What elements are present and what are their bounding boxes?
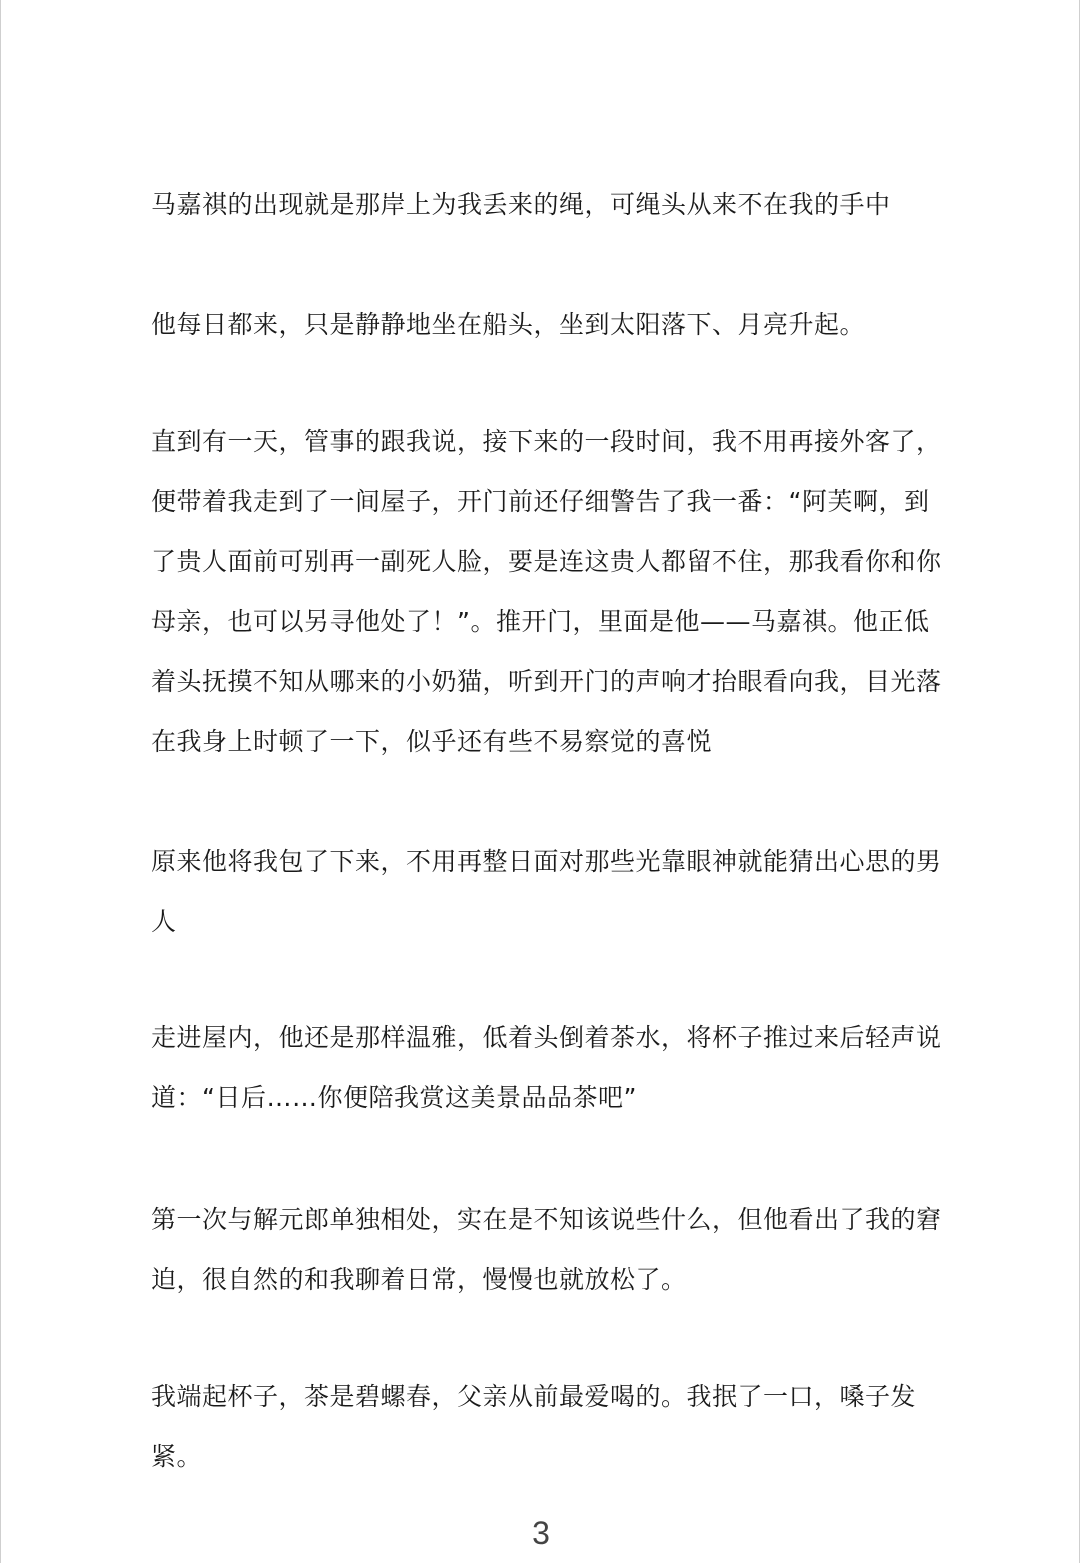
paragraph-3: 直到有一天，管事的跟我说，接下来的一段时间，我不用再接外客了，便带着我走到了一间屋子，开门前还仔细警告了我一番：“阿芙啊，到了贵人面前可别再一副死人脸，要是连这贵人都留不住，那我看你和你母亲，也可以另寻他处了！”。推开门，里面是他——马嘉祺。他正低着头抚摸不知从哪来的小奶猫，听到开门的声响才抬眼看向我，目光落在我身上时顿了一下，似乎还有些不易察觉的喜悦 xyxy=(151,427,942,756)
page-number: 3 xyxy=(532,1515,550,1551)
paragraph-1: 马嘉祺的出现就是那岸上为我丢来的绳，可绳头从来不在我的手中 xyxy=(151,190,891,219)
paragraph-4: 原来他将我包了下来，不用再整日面对那些光靠眼神就能猜出心思的男人 xyxy=(151,847,942,936)
paragraph-6: 第一次与解元郎单独相处，实在是不知该说些什么，但他看出了我的窘迫，很自然的和我聊着日常，慢慢也就放松了。 xyxy=(151,1205,942,1294)
paragraph-2: 他每日都来，只是静静地坐在船头，坐到太阳落下、月亮升起。 xyxy=(151,310,866,339)
paragraph-5: 走进屋内，他还是那样温雅，低着头倒着茶水，将杯子推过来后轻声说道：“日后……你便陪我赏这美景品品茶吧” xyxy=(151,1023,942,1112)
paragraph-7: 我端起杯子，茶是碧螺春，父亲从前最爱喝的。我抿了一口，嗓子发紧。 xyxy=(151,1382,917,1471)
